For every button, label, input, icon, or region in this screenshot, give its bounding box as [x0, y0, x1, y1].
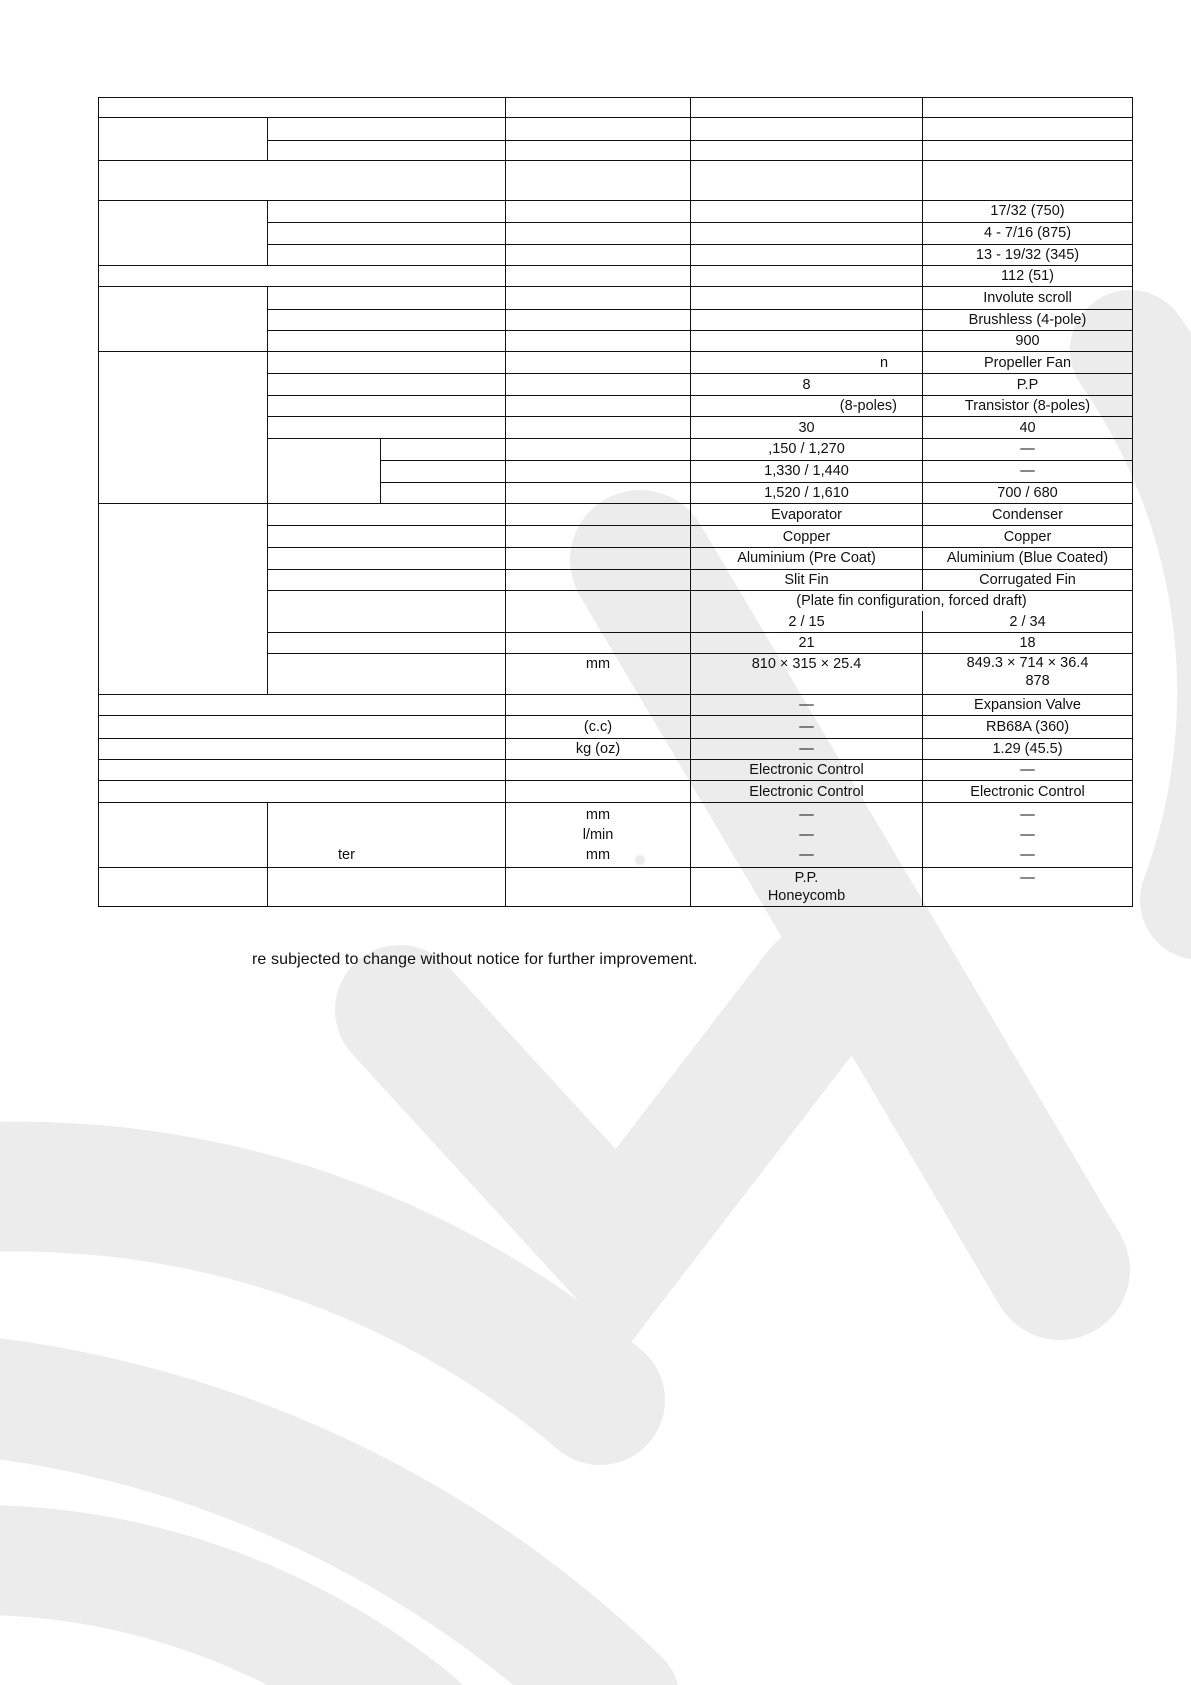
table-row	[99, 287, 1133, 309]
thermostat-indoor: Electronic Control	[691, 759, 923, 780]
height-value: 17/32 (750)	[923, 201, 1133, 222]
oil-indoor: —	[691, 716, 923, 738]
refrigerant-control-indoor: —	[691, 695, 923, 716]
table-row	[99, 352, 1133, 374]
fan-motor-indoor: (8-poles)	[691, 395, 923, 416]
table-row	[99, 160, 1133, 201]
compressor-motor: Brushless (4-pole)	[923, 309, 1133, 330]
table-row	[99, 781, 1133, 803]
table-row	[99, 98, 1133, 118]
refrigerant-control-outdoor: Expansion Valve	[923, 695, 1133, 716]
drain-unit-1: mm	[585, 807, 611, 824]
refrigerant-outdoor: 1.29 (45.5)	[923, 738, 1133, 759]
table-row	[99, 803, 1133, 868]
spec-table	[98, 97, 1133, 907]
refrigerant-indoor: —	[691, 738, 923, 759]
fan-material-indoor: 8	[691, 374, 923, 395]
drain-indoor	[691, 803, 923, 868]
drain-outdoor	[923, 803, 1133, 868]
oil-unit: (c.c)	[506, 716, 691, 738]
compressor-output: 900	[923, 330, 1133, 351]
fin-material-indoor: Aluminium (Pre Coat)	[691, 547, 923, 569]
air-filter-indoor: P.P. Honeycomb	[691, 868, 923, 907]
size-indoor: 810 × 315 × 25.4	[691, 654, 923, 695]
row-stage-outdoor: 2 / 34	[923, 611, 1133, 632]
width-value: 4 - 7/16 (875)	[923, 222, 1133, 244]
table-row	[99, 118, 1133, 140]
table-row	[99, 266, 1133, 287]
fan-type-indoor: n	[691, 352, 923, 374]
thermostat-outdoor: —	[923, 759, 1133, 780]
fan-type-outdoor: Propeller Fan	[923, 352, 1133, 374]
fin-type-outdoor: Corrugated Fin	[923, 569, 1133, 590]
fan-speed-1-indoor: ,150 / 1,270	[691, 439, 923, 460]
heat-exchanger-outdoor: Condenser	[923, 504, 1133, 526]
depth-value: 13 - 19/32 (345)	[923, 244, 1133, 265]
table-row	[99, 716, 1133, 738]
fan-material-outdoor: P.P	[923, 374, 1133, 395]
fan-speed-3-indoor: 1,520 / 1,610	[691, 482, 923, 503]
table-row	[99, 504, 1133, 526]
drain-units	[506, 803, 691, 868]
drain-outdoor-2: —	[1020, 827, 1035, 844]
protection-outdoor: Electronic Control	[923, 781, 1133, 803]
fpi-indoor: 21	[691, 633, 923, 654]
table-row	[99, 738, 1133, 759]
fan-motor-outdoor: Transistor (8-poles)	[923, 395, 1133, 416]
table-row	[99, 868, 1133, 907]
drain-outdoor-1: —	[1020, 807, 1035, 824]
fin-type-indoor: Slit Fin	[691, 569, 923, 590]
size-unit: mm	[506, 654, 691, 695]
drain-label: ter	[268, 803, 506, 868]
table-row	[99, 759, 1133, 780]
fan-speed-1-outdoor: —	[923, 439, 1133, 460]
oil-outdoor: RB68A (360)	[923, 716, 1133, 738]
size-outdoor: 849.3 × 714 × 36.4 878	[923, 654, 1133, 695]
fpi-outdoor: 18	[923, 633, 1133, 654]
drain-unit-3: mm	[585, 847, 611, 864]
table-row	[99, 695, 1133, 716]
table-row	[99, 201, 1133, 222]
drain-unit-2: l/min	[582, 827, 614, 844]
drain-indoor-1: —	[799, 807, 814, 824]
compressor-type: Involute scroll	[923, 287, 1133, 309]
fan-speed-3-outdoor: 700 / 680	[923, 482, 1133, 503]
footnote: re subjected to change without notice for further improvement.	[252, 951, 698, 968]
fin-material-outdoor: Aluminium (Blue Coated)	[923, 547, 1133, 569]
air-filter-outdoor: —	[923, 868, 1133, 907]
fan-speed-2-outdoor: —	[923, 460, 1133, 482]
fan-output-indoor: 30	[691, 417, 923, 439]
protection-indoor: Electronic Control	[691, 781, 923, 803]
drain-indoor-3: —	[799, 847, 814, 864]
plate-fin-note: (Plate fin configuration, forced draft)	[691, 591, 1133, 612]
fan-speed-2-indoor: 1,330 / 1,440	[691, 460, 923, 482]
refrigerant-unit: kg (oz)	[506, 738, 691, 759]
drain-indoor-2: —	[799, 827, 814, 844]
row-stage-indoor: 2 / 15	[691, 611, 923, 632]
heat-exchanger-indoor: Evaporator	[691, 504, 923, 526]
tube-outdoor: Copper	[923, 526, 1133, 547]
fan-output-outdoor: 40	[923, 417, 1133, 439]
drain-outdoor-3: —	[1020, 847, 1035, 864]
weight-value: 112 (51)	[923, 266, 1133, 287]
tube-indoor: Copper	[691, 526, 923, 547]
